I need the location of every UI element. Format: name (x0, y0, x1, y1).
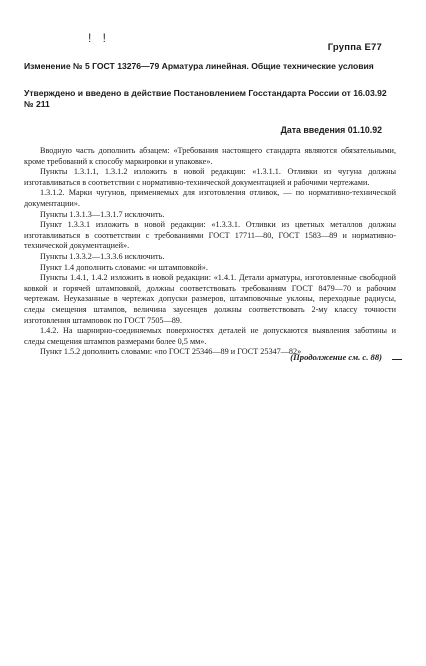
amendment-heading: Изменение № 5 ГОСТ 13276—79 Арматура линейная. Общие технические условия (24, 61, 374, 71)
group-label: Группа Е77 (327, 42, 382, 53)
paragraph-1-3-3-2: Пункты 1.3.3.2—1.3.3.6 исключить. (40, 251, 165, 261)
trailing-dash (392, 359, 402, 360)
paragraph-1-4: Пункт 1.4 дополнить словами: «и штамповкой». (40, 262, 208, 272)
paragraph-1-5-2: Пункт 1.5.2 дополнить словами: «по ГОСТ 25346—89 и ГОСТ 25347—82» (40, 347, 302, 357)
continuation-note: (Продолжение см. с. 88) (290, 352, 382, 362)
paragraph-1-4-2: 1.4.2. На шарнирно-соединяемых поверхностях деталей не допускаются выявления заботины и следы смещения штампов размерами более 0,5 мм». (24, 326, 396, 346)
paragraph-intro: Вводную часть дополнить абзацем: «Требования настоящего стандарта являются обязательными, кроме требований к способу маркировки и упаковке». (24, 146, 396, 166)
paragraph-1-3-1-3: Пункты 1.3.1.3—1.3.1.7 исключить. (40, 209, 165, 219)
paragraph-1-3-1-1: Пункты 1.3.1.1, 1.3.1.2 изложить в новой редакции: «1.3.1.1. Отливки из чугуна должны изготавливаться в соответствии с нормативно-технической документацией и рабочими чертежами. (24, 167, 396, 187)
amendment-body (24, 146, 396, 358)
paragraph-1-3-3-1: Пункт 1.3.3.1 изложить в новой редакции: «1.3.3.1. Отливки из цветных металлов должны изготавливаться в соответствии с требованиями ГОСТ 17711—80, ГОСТ 1583—89 и нормативно-технической документацией». (24, 220, 396, 251)
paragraph-1-3-1-2: 1.3.1.2. Марки чугунов, применяемых для изготовления отливок, — по нормативно-технической документации». (24, 188, 396, 208)
scan-marks: ! ! (88, 31, 111, 45)
paragraph-1-4-1: Пункты 1.4.1, 1.4.2 изложить в новой редакции: «1.4.1. Детали арматуры, изготовленные свободной ковкой и горячей штамповкой, должны соответствовать требованиям ГОСТ 8479—70 и рабочим чертежам. Неуказанные в чертежах допуски размеров, штамповочные уклоны, переходные радиусы, следы смещения штампов, величина заусенцев должны соответствовать 2-му классу точности изготовления штамповок по ГОСТ 7505—89. (24, 273, 396, 325)
effective-date: Дата введения 01.10.92 (280, 125, 382, 135)
approval-text: Утверждено и введено в действие Постановлением Госстандарта России от 16.03.92 № 211 (24, 88, 387, 109)
